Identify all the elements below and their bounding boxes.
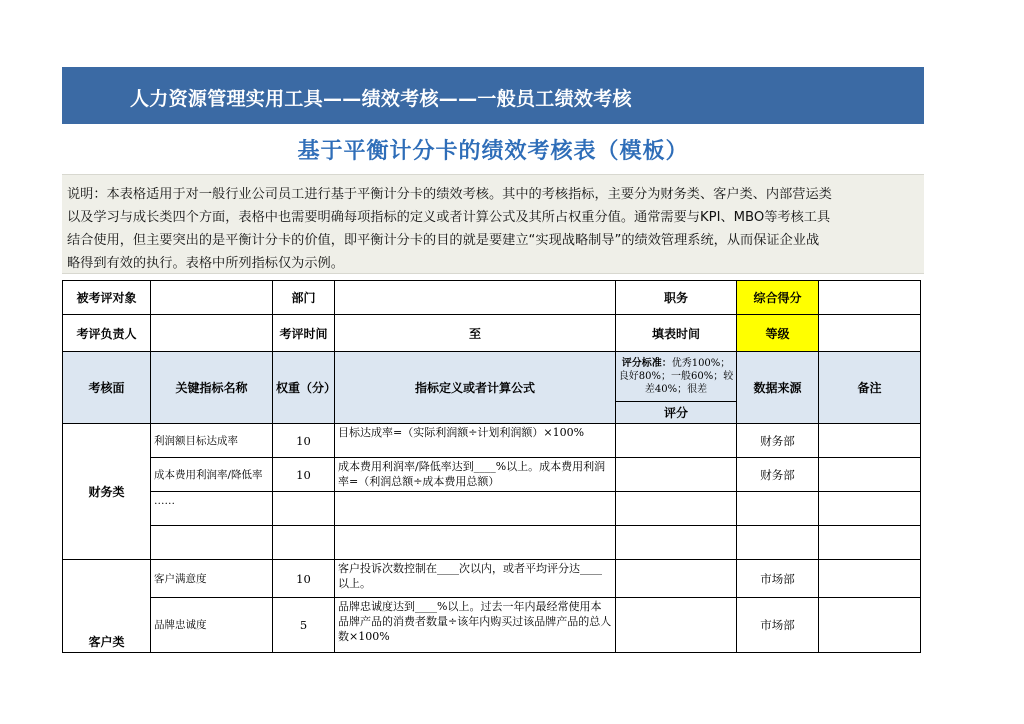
instructions-note [62, 174, 924, 274]
banner-title: 人力资源管理实用工具——绩效考核——一般员工绩效考核 [130, 88, 632, 110]
kpi-weight[interactable] [273, 526, 335, 560]
col-header-criteria [616, 352, 737, 402]
kpi-source[interactable]: 财务部 [737, 458, 819, 492]
kpi-weight[interactable]: 10 [273, 458, 335, 492]
kpi-source[interactable]: 市场部 [737, 560, 819, 598]
kpi-remark-cell[interactable] [819, 424, 921, 458]
kpi-name[interactable]: …… [151, 492, 273, 526]
note-line: 说明：本表格适用于对一般行业公司员工进行基于平衡计分卡的绩效考核。其中的考核指标，主要分为财务类、客户类、内部营运类 [67, 187, 832, 202]
period-label: 考评时间 [273, 315, 335, 352]
kpi-weight[interactable] [273, 492, 335, 526]
note-line: 略得到有效的执行。表格中所列指标仅为示例。 [67, 256, 344, 271]
kpi-score-cell[interactable] [616, 424, 737, 458]
kpi-name[interactable]: 利润额目标达成率 [151, 424, 273, 458]
kpi-name[interactable]: 客户满意度 [151, 560, 273, 598]
kpi-score-cell[interactable] [616, 598, 737, 653]
fill-date-label: 填表时间 [616, 315, 737, 352]
col-header-weight: 权重（分） [273, 352, 335, 424]
kpi-remark-cell[interactable] [819, 598, 921, 653]
kpi-source[interactable]: 市场部 [737, 598, 819, 653]
kpi-weight[interactable]: 10 [273, 424, 335, 458]
section-financial: 财务类 [63, 424, 151, 560]
col-header-kpi: 关键指标名称 [151, 352, 273, 424]
kpi-name[interactable] [151, 526, 273, 560]
kpi-remark-cell[interactable] [819, 526, 921, 560]
kpi-definition[interactable] [335, 492, 616, 526]
criteria-title: 评分标准： [621, 358, 672, 369]
kpi-remark-cell[interactable] [819, 458, 921, 492]
dept-value-cell[interactable] [335, 281, 616, 315]
total-score-label: 综合得分 [737, 281, 819, 315]
kpi-definition[interactable]: 目标达成率=（实际利润额÷计划利润额）×100% [335, 424, 616, 458]
kpi-name[interactable]: 品牌忠诚度 [151, 598, 273, 653]
form-title: 基于平衡计分卡的绩效考核表（模板） [297, 139, 689, 164]
grade-value-cell[interactable] [819, 315, 921, 352]
kpi-remark-cell[interactable] [819, 560, 921, 598]
dept-label: 部门 [273, 281, 335, 315]
col-header-source: 数据来源 [737, 352, 819, 424]
kpi-score-cell[interactable] [616, 526, 737, 560]
note-line: 结合使用，但主要突出的是平衡计分卡的价值，即平衡计分卡的目的就是要建立“实现战略制导”的绩效管理系统，从而保证企业战 [67, 233, 820, 248]
total-score-value-cell[interactable] [819, 281, 921, 315]
target-label: 被考评对象 [63, 281, 151, 315]
kpi-definition[interactable] [335, 526, 616, 560]
appraisal-table [62, 280, 921, 653]
criteria-text: 优秀100%；良好80%；一般60%；较差40%；很差 [618, 358, 734, 395]
col-header-dimension: 考核面 [63, 352, 151, 424]
kpi-weight[interactable]: 10 [273, 560, 335, 598]
section-customer: 客户类 [63, 560, 151, 653]
reviewer-label: 考评负责人 [63, 315, 151, 352]
period-range-cell[interactable]: 至 [335, 315, 616, 352]
kpi-score-cell[interactable] [616, 560, 737, 598]
kpi-definition[interactable]: 品牌忠诚度达到____%以上。过去一年内最经常使用本品牌产品的消费者数量÷该年内购买过该品牌产品的总人数×100% [335, 598, 616, 653]
target-value-cell[interactable] [151, 281, 273, 315]
kpi-name[interactable]: 成本费用利润率/降低率 [151, 458, 273, 492]
col-header-definition: 指标定义或者计算公式 [335, 352, 616, 424]
note-line: 以及学习与成长类四个方面，表格中也需要明确每项指标的定义或者计算公式及其所占权重分值。通常需要与KPI、MBO等考核工具 [67, 210, 831, 225]
kpi-source[interactable] [737, 526, 819, 560]
kpi-source[interactable]: 财务部 [737, 424, 819, 458]
col-header-remark: 备注 [819, 352, 921, 424]
title-banner [62, 67, 924, 124]
position-label: 职务 [616, 281, 737, 315]
kpi-remark-cell[interactable] [819, 492, 921, 526]
col-header-score: 评分 [616, 402, 737, 424]
kpi-definition[interactable]: 成本费用利润率/降低率达到____%以上。成本费用利润率=（利润总额÷成本费用总额） [335, 458, 616, 492]
kpi-weight[interactable]: 5 [273, 598, 335, 653]
reviewer-value-cell[interactable] [151, 315, 273, 352]
grade-label: 等级 [737, 315, 819, 352]
kpi-score-cell[interactable] [616, 458, 737, 492]
kpi-score-cell[interactable] [616, 492, 737, 526]
kpi-definition[interactable]: 客户投诉次数控制在____次以内，或者平均评分达____以上。 [335, 560, 616, 598]
kpi-source[interactable] [737, 492, 819, 526]
